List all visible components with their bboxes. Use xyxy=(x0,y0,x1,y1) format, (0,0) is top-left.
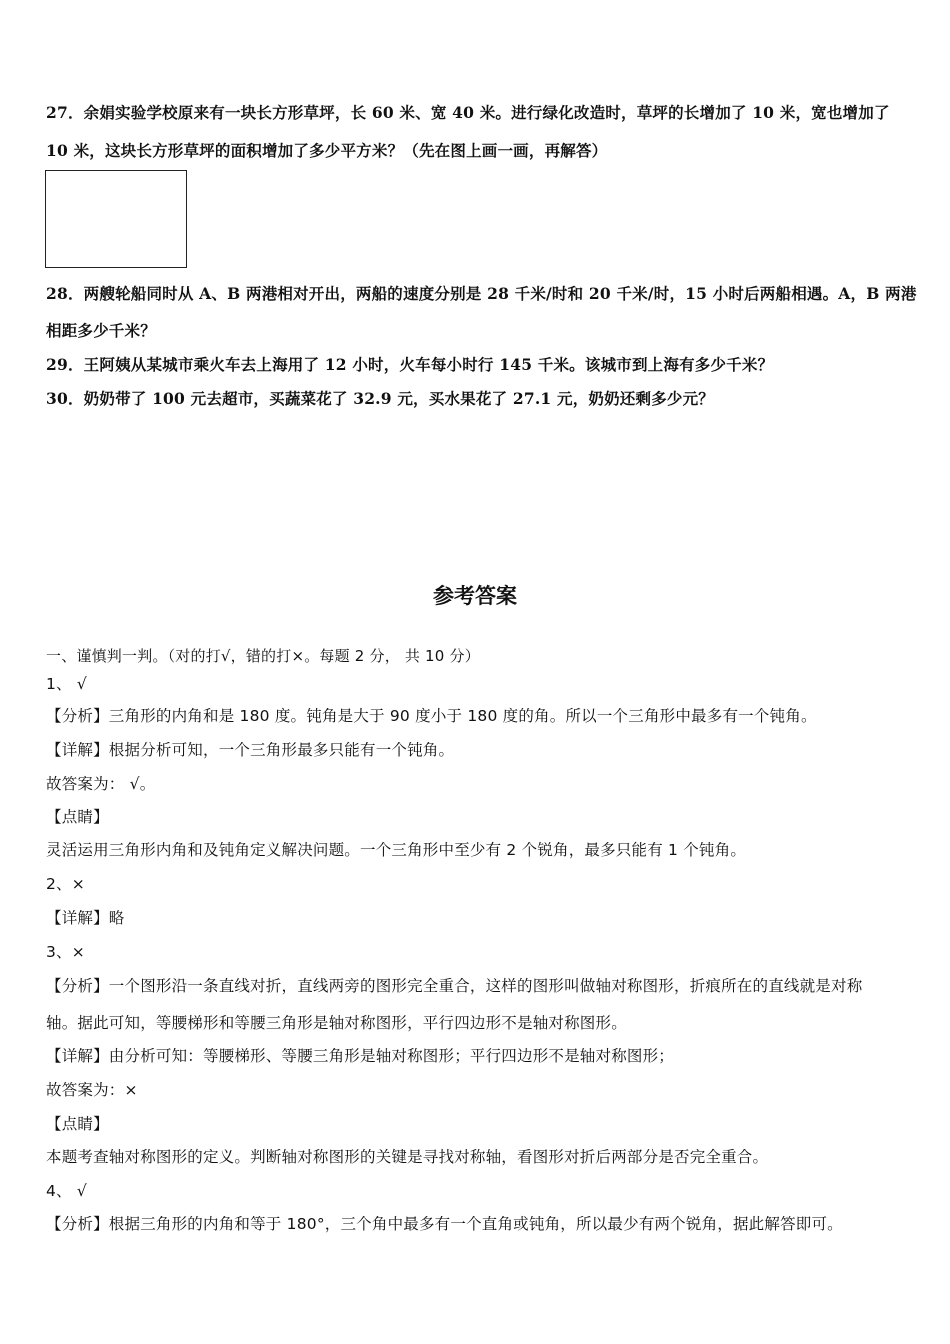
answer-line: 本题考查轴对称图形的定义。判断轴对称图形的关键是寻找对称轴，看图形对折后两部分是否完全重合。 xyxy=(46,1148,769,1166)
answer-line: 轴。据此可知，等腰梯形和等腰三角形是轴对称图形，平行四边形不是轴对称图形。 xyxy=(46,1014,627,1032)
answer-line: 【详解】略 xyxy=(46,909,125,927)
drawing-rectangle xyxy=(45,170,187,268)
answer-line: 【分析】一个图形沿一条直线对折，直线两旁的图形完全重合，这样的图形叫做轴对称图形，折痕所在的直线就是对称 xyxy=(46,977,863,995)
answer-line: 2、× xyxy=(46,875,85,893)
answer-line: 【详解】根据分析可知，一个三角形最多只能有一个钝角。 xyxy=(46,741,455,759)
question-27-line-1: 27．余娟实验学校原来有一块长方形草坪，长 60 米、宽 40 米。进行绿化改造时，草坪的长增加了 10 米，宽也增加了 xyxy=(46,103,890,122)
question-30: 30．奶奶带了 100 元去超市，买蔬菜花了 32.9 元，买水果花了 27.1 元，奶奶还剩多少元？ xyxy=(46,389,715,408)
answer-line: 【点睛】 xyxy=(46,808,109,826)
answer-line: 【详解】由分析可知：等腰梯形、等腰三角形是轴对称图形；平行四边形不是轴对称图形； xyxy=(46,1047,675,1065)
question-29: 29．王阿姨从某城市乘火车去上海用了 12 小时，火车每小时行 145 千米。该城市到上海有多少千米？ xyxy=(46,355,774,374)
answer-line: 【点睛】 xyxy=(46,1115,109,1133)
question-27-line-2: 10 米，这块长方形草坪的面积增加了多少平方米？（先在图上画一画，再解答） xyxy=(46,141,608,160)
answer-title: 参考答案 xyxy=(433,584,517,608)
answer-line: 灵活运用三角形内角和及钝角定义解决问题。一个三角形中至少有 2 个锐角，最多只能有 1 个钝角。 xyxy=(46,841,747,859)
answer-line: 3、× xyxy=(46,943,85,961)
answer-line: 【分析】根据三角形的内角和等于 180°，三个角中最多有一个直角或钝角，所以最少有两个锐角，据此解答即可。 xyxy=(46,1215,843,1233)
section-heading: 一、谨慎判一判。（对的打√，错的打×。每题 2 分， 共 10 分） xyxy=(46,647,480,665)
answer-line: 4、 √ xyxy=(46,1182,87,1200)
question-28-line-1: 28．两艘轮船同时从 A、B 两港相对开出，两船的速度分别是 28 千米/时和 20 千米/时，15 小时后两船相遇。A，B 两港 xyxy=(46,284,917,303)
answer-line: 1、 √ xyxy=(46,675,87,693)
question-28-line-2: 相距多少千米？ xyxy=(46,321,156,340)
answer-line: 故答案为：× xyxy=(46,1081,138,1099)
answer-line: 故答案为： √。 xyxy=(46,775,156,793)
answer-line: 【分析】三角形的内角和是 180 度。钝角是大于 90 度小于 180 度的角。所以一个三角形中最多有一个钝角。 xyxy=(46,707,817,725)
